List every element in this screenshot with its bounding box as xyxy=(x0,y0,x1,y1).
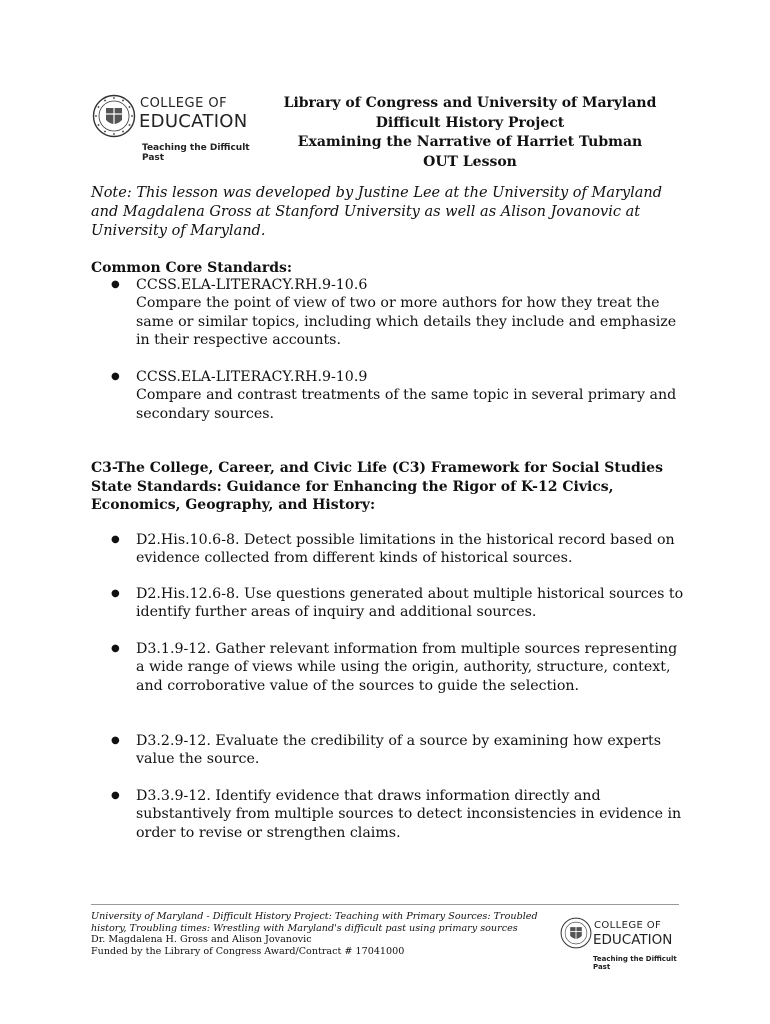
standard-text: Compare and contrast treatments of the same topic in several primary and secondary sources. xyxy=(136,387,677,422)
footer-college-logo xyxy=(560,915,685,971)
bullet-item: ● D3.2.9-12. Evaluate the credibility of a source by examining how experts value the source. xyxy=(110,732,690,769)
footer-funding: Funded by the Library of Congress Award/Contract # 17041000 xyxy=(91,945,405,957)
title-line: Difficult History Project xyxy=(375,114,565,131)
bullet-item: ● D2.His.10.6-8. Detect possible limitations in the historical record based on evidence collected from different kinds of historical sources. xyxy=(110,531,690,568)
document-title xyxy=(270,94,670,172)
college-of-education-logo xyxy=(92,92,267,163)
footer-divider xyxy=(91,904,679,905)
footer-text xyxy=(91,911,561,957)
common-core-heading: Common Core Standards: xyxy=(91,260,293,276)
footer-logo-college-text: COLLEGE OF xyxy=(594,920,662,931)
title-line: Examining the Narrative of Harriet Tubman xyxy=(297,134,643,150)
c3-standard-item xyxy=(110,531,690,568)
standard-text: Compare the point of view of two or more authors for how they treat the same or similar topics, including which details they include and emphasize in their respective accounts. xyxy=(136,295,677,348)
c3-standard-item xyxy=(110,640,690,695)
university-seal-icon xyxy=(92,94,136,138)
logo-tagline: Teaching the Difficult Past xyxy=(142,143,250,163)
c3-standard-item xyxy=(110,787,690,842)
c3-framework-heading: C3-The College, Career, and Civic Life (C3) Framework for Social Studies State Standards: Guidance for Enhancing the Rigor of K-12 Civics, Economics, Geography, and History: xyxy=(91,460,663,513)
logo-college-text: COLLEGE OF xyxy=(140,96,228,111)
bullet-item: ● D3.3.9-12. Identify evidence that draws information directly and substantively from multiple sources to detect inconsistencies in evidence in order to revise or strengthen claims. xyxy=(110,787,690,842)
footer-citation: University of Maryland - Difficult History Project: Teaching with Primary Sources: Troubled history, Troubling times: Wrestling with Maryland's difficult past using primary sources xyxy=(91,911,538,934)
c3-standard-item xyxy=(110,732,690,769)
c3-standard-item xyxy=(110,585,690,622)
bullet-item: ● D2.His.12.6-8. Use questions generated about multiple historical sources to identify further areas of inquiry and additional sources. xyxy=(110,585,690,622)
university-seal-icon xyxy=(560,917,592,949)
bullet-item xyxy=(110,276,690,349)
standard-item xyxy=(110,276,690,349)
standard-code: ● CCSS.ELA-LITERACY.RH.9-10.9 xyxy=(136,369,368,385)
logo-education-text: EDUCATION xyxy=(139,111,248,132)
title-line: Library of Congress and University of Maryland xyxy=(283,95,657,111)
title-line: OUT Lesson xyxy=(423,153,517,170)
footer-logo-tagline: Teaching the Difficult Past xyxy=(593,955,677,971)
bullet-item xyxy=(110,368,690,423)
footer-logo-education-text: EDUCATION xyxy=(593,932,673,948)
authorship-note: Note: This lesson was developed by Justine Lee at the University of Maryland and Magdalena Gross at Stanford University as well as Alison Jovanovic at University of Maryland. xyxy=(91,185,662,239)
standard-item xyxy=(110,368,690,423)
standard-code: ● CCSS.ELA-LITERACY.RH.9-10.6 xyxy=(136,277,368,293)
bullet-item: ● D3.1.9-12. Gather relevant information from multiple sources representing a wide range of views while using the origin, authority, structure, context, and corroborative value of the sources to guide the selection. xyxy=(110,640,690,695)
footer-authors: Dr. Magdalena H. Gross and Alison Jovanovic xyxy=(91,934,312,946)
